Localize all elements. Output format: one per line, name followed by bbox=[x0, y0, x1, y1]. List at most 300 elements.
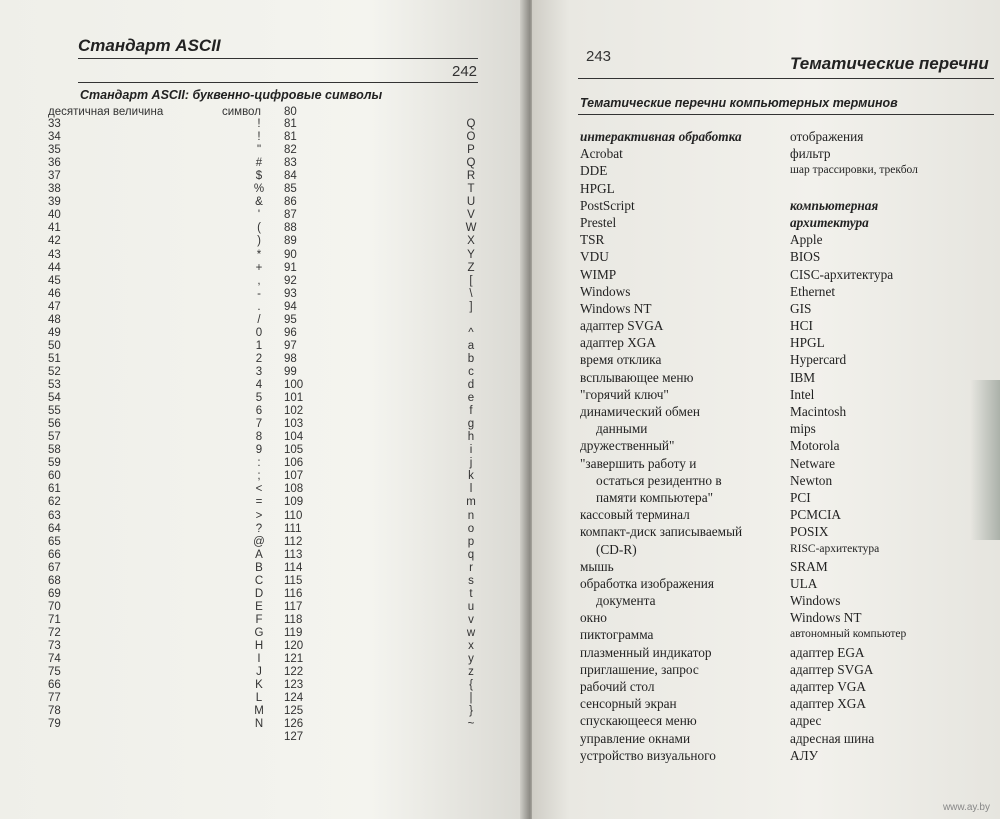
symbol-value: 9 bbox=[255, 444, 263, 457]
decimal-value: 90 bbox=[284, 248, 297, 261]
symbol-value: l bbox=[469, 483, 473, 496]
decimal-value: 75 bbox=[48, 666, 61, 679]
decimal-value: 127 bbox=[284, 731, 304, 744]
symbol-value: i bbox=[469, 444, 473, 457]
term-item: пиктограмма bbox=[580, 627, 654, 643]
symbol-value: K bbox=[255, 679, 263, 692]
term-item: компакт-диск записываемый bbox=[580, 524, 743, 540]
symbol-value: u bbox=[467, 600, 475, 613]
subtitle-rule bbox=[78, 82, 478, 83]
symbol-value: ' bbox=[257, 209, 261, 222]
term-item: время отклика bbox=[580, 352, 662, 368]
term-item: плазменный индикатор bbox=[580, 644, 712, 660]
decimal-value: 37 bbox=[48, 170, 61, 183]
category-heading: компьютерная bbox=[790, 197, 879, 213]
symbol-value: % bbox=[253, 183, 265, 196]
term-item: GIS bbox=[790, 300, 812, 316]
term-item: PostScript bbox=[580, 197, 635, 213]
header-rule bbox=[78, 58, 478, 59]
symbol-value: Z bbox=[467, 261, 475, 274]
decimal-value: 120 bbox=[284, 640, 304, 652]
ascii-row bbox=[0, 144, 520, 157]
ascii-row bbox=[0, 170, 520, 183]
symbol-value: 0 bbox=[255, 326, 263, 339]
term-item: WIMP bbox=[580, 266, 617, 282]
term-item: Ethernet bbox=[790, 283, 836, 299]
decimal-value: 106 bbox=[284, 457, 304, 470]
ascii-row bbox=[0, 653, 520, 666]
decimal-value: 107 bbox=[284, 470, 304, 483]
decimal-value: 72 bbox=[48, 626, 61, 639]
term-item: динамический обмен bbox=[580, 404, 700, 419]
category-heading: архитектура bbox=[790, 214, 869, 230]
symbol-value: M bbox=[254, 705, 264, 718]
symbol-value: : bbox=[257, 457, 261, 470]
decimal-value: 82 bbox=[284, 144, 297, 157]
decimal-value: 95 bbox=[284, 313, 297, 326]
term-item: всплывающее меню bbox=[580, 369, 694, 385]
symbol-value: r bbox=[469, 561, 473, 574]
decimal-value: 86 bbox=[284, 196, 297, 209]
symbol-value: o bbox=[467, 522, 475, 535]
ascii-row bbox=[0, 340, 520, 353]
ascii-row bbox=[0, 431, 520, 444]
term-item: PCMCIA bbox=[790, 507, 841, 523]
decimal-value: 67 bbox=[48, 561, 61, 574]
term-item: адаптер XGA bbox=[580, 335, 657, 351]
term-item: Acrobat bbox=[580, 146, 623, 162]
symbol-value: N bbox=[254, 718, 264, 731]
ascii-row bbox=[0, 666, 520, 679]
term-item: спускающееся меню bbox=[580, 713, 697, 729]
ascii-row bbox=[0, 249, 520, 262]
term-item: Windows NT bbox=[580, 300, 652, 316]
symbol-value: x bbox=[468, 640, 474, 652]
decimal-value: 85 bbox=[284, 183, 297, 196]
symbol-value: 1 bbox=[255, 339, 263, 352]
symbol-value: \ bbox=[469, 287, 473, 300]
decimal-value: 57 bbox=[48, 431, 61, 444]
term-item: Intel bbox=[790, 386, 815, 402]
decimal-value: 77 bbox=[48, 692, 61, 705]
ascii-row bbox=[0, 392, 520, 405]
decimal-value: 44 bbox=[48, 261, 61, 274]
ascii-row bbox=[0, 288, 520, 301]
symbol-value: ! bbox=[257, 131, 261, 144]
ascii-row bbox=[0, 209, 520, 222]
decimal-value: 59 bbox=[48, 457, 61, 470]
decimal-value: 66 bbox=[48, 548, 61, 561]
decimal-value: 38 bbox=[48, 183, 61, 196]
decimal-value: 81 bbox=[284, 118, 297, 130]
symbol-value: s bbox=[468, 574, 474, 587]
decimal-value: 40 bbox=[48, 209, 61, 222]
symbol-value: ? bbox=[255, 522, 263, 535]
ascii-row bbox=[0, 575, 520, 588]
ascii-row bbox=[0, 562, 520, 575]
decimal-value: 63 bbox=[48, 509, 61, 522]
ascii-row bbox=[0, 157, 520, 170]
decimal-value: 52 bbox=[48, 365, 61, 378]
decimal-value: 62 bbox=[48, 496, 61, 509]
decimal-value: 111 bbox=[284, 522, 302, 535]
ascii-row bbox=[0, 222, 520, 235]
first-decimal-right: 80 bbox=[284, 106, 297, 118]
term-item: мышь bbox=[580, 558, 614, 574]
decimal-value: 87 bbox=[284, 209, 297, 222]
term-item: данными bbox=[596, 421, 648, 437]
symbol-value: a bbox=[467, 339, 475, 352]
decimal-value: 49 bbox=[48, 326, 61, 339]
decimal-value: 43 bbox=[48, 248, 61, 261]
term-item: сенсорный экран bbox=[580, 696, 677, 712]
decimal-value: 103 bbox=[284, 418, 304, 431]
term-item: SRAM bbox=[790, 558, 828, 574]
decimal-value: 34 bbox=[48, 131, 61, 144]
ascii-row bbox=[0, 457, 520, 470]
ascii-row bbox=[0, 483, 520, 496]
terms-column-left bbox=[580, 128, 790, 764]
term-item bbox=[790, 180, 990, 197]
term-item: VDU bbox=[580, 249, 609, 265]
term-item: адресная шина bbox=[790, 730, 875, 746]
decimal-value: 81 bbox=[284, 131, 297, 144]
symbol-value: Y bbox=[467, 248, 475, 261]
symbol-value: + bbox=[255, 261, 263, 274]
decimal-value: 53 bbox=[48, 379, 61, 391]
decimal-value: 91 bbox=[284, 261, 297, 274]
ascii-row bbox=[0, 718, 520, 731]
decimal-value: 101 bbox=[284, 392, 304, 405]
term-item: BIOS bbox=[790, 249, 821, 265]
ascii-row bbox=[0, 418, 520, 431]
symbol-value: w bbox=[466, 626, 476, 639]
decimal-value: 79 bbox=[48, 718, 61, 731]
decimal-value: 114 bbox=[284, 561, 303, 574]
left-page-header-title: Стандарт ASCII bbox=[78, 36, 221, 55]
symbol-value: p bbox=[467, 535, 475, 548]
symbol-value: < bbox=[255, 483, 263, 496]
decimal-value: 112 bbox=[284, 535, 303, 548]
symbol-value: } bbox=[469, 705, 473, 718]
column-header-decimal: десятичная величина bbox=[48, 106, 164, 118]
term-item: адаптер SVGA bbox=[580, 318, 664, 334]
symbol-value: A bbox=[255, 548, 263, 561]
term-item: приглашение, запрос bbox=[580, 661, 699, 677]
term-item: IBM bbox=[790, 369, 816, 385]
symbol-value: = bbox=[255, 496, 263, 509]
term-item: (CD-R) bbox=[596, 541, 637, 557]
decimal-value: 94 bbox=[284, 300, 297, 313]
symbol-value: c bbox=[468, 365, 474, 378]
ascii-row bbox=[0, 510, 520, 523]
symbol-value: 4 bbox=[255, 379, 263, 391]
symbol-value: O bbox=[466, 131, 476, 144]
term-item: отображения bbox=[790, 129, 864, 144]
term-item: устройство визуального bbox=[580, 747, 716, 763]
decimal-value: 88 bbox=[284, 222, 297, 235]
symbol-value: Q bbox=[466, 118, 476, 130]
symbol-value: W bbox=[465, 222, 477, 235]
decimal-value: 117 bbox=[284, 600, 303, 613]
symbol-value: z bbox=[468, 666, 474, 679]
ascii-row bbox=[0, 327, 520, 340]
symbol-value: , bbox=[257, 274, 261, 287]
symbol-value: 5 bbox=[255, 392, 263, 405]
decimal-value: 123 bbox=[284, 679, 304, 692]
symbol-value: f bbox=[469, 405, 473, 418]
ascii-row bbox=[0, 183, 520, 196]
ascii-row bbox=[0, 679, 520, 692]
symbol-value: q bbox=[467, 548, 475, 561]
symbol-value: | bbox=[469, 692, 473, 705]
term-item: документа bbox=[596, 593, 656, 609]
decimal-value: 71 bbox=[48, 613, 61, 626]
symbol-value: # bbox=[255, 157, 263, 170]
term-item: окно bbox=[580, 610, 607, 626]
symbol-value: F bbox=[255, 613, 263, 626]
term-item: адаптер SVGA bbox=[790, 661, 874, 677]
term-item: автономный компьютер bbox=[790, 628, 907, 641]
symbol-value: $ bbox=[255, 170, 263, 183]
symbol-value: ! bbox=[257, 118, 261, 130]
ascii-row bbox=[0, 496, 520, 509]
symbol-value: C bbox=[254, 574, 264, 587]
decimal-value: 122 bbox=[284, 666, 304, 679]
decimal-value: 116 bbox=[284, 587, 303, 600]
decimal-value: 109 bbox=[284, 496, 304, 509]
decimal-value: 108 bbox=[284, 483, 304, 496]
decimal-value: 89 bbox=[284, 235, 297, 248]
ascii-row bbox=[0, 549, 520, 562]
symbol-value: m bbox=[466, 496, 476, 509]
ascii-row bbox=[0, 588, 520, 601]
decimal-value: 45 bbox=[48, 274, 61, 287]
symbol-value: n bbox=[467, 509, 475, 522]
symbol-value: & bbox=[255, 196, 263, 209]
decimal-value: 96 bbox=[284, 326, 297, 339]
symbol-value: v bbox=[468, 613, 474, 626]
term-item: "завершить работу и bbox=[580, 455, 697, 471]
term-item: ULA bbox=[790, 575, 818, 591]
decimal-value: 97 bbox=[284, 339, 297, 352]
symbol-value: ( bbox=[257, 222, 261, 235]
ascii-row bbox=[0, 444, 520, 457]
ascii-row bbox=[0, 196, 520, 209]
decimal-value: 35 bbox=[48, 144, 61, 157]
symbol-value: ) bbox=[257, 235, 261, 248]
decimal-value: 68 bbox=[48, 574, 61, 587]
category-heading: интерактивная обработка bbox=[580, 129, 742, 144]
symbol-value: y bbox=[468, 653, 474, 666]
symbol-value: T bbox=[467, 183, 475, 196]
ascii-row bbox=[0, 275, 520, 288]
term-item: "горячий ключ" bbox=[580, 386, 669, 402]
decimal-value: 41 bbox=[48, 222, 61, 235]
decimal-value: 98 bbox=[284, 352, 297, 365]
symbol-value: ^ bbox=[468, 326, 474, 339]
term-item: Macintosh bbox=[790, 404, 847, 419]
decimal-value: 105 bbox=[284, 444, 304, 457]
decimal-value: 64 bbox=[48, 522, 61, 535]
decimal-value: 84 bbox=[284, 170, 297, 183]
decimal-value: 115 bbox=[284, 574, 303, 587]
symbol-value: 3 bbox=[255, 365, 263, 378]
ascii-row bbox=[0, 601, 520, 614]
symbol-value: 2 bbox=[255, 352, 263, 365]
ascii-row bbox=[0, 314, 520, 327]
ascii-row bbox=[0, 536, 520, 549]
ascii-row bbox=[0, 731, 520, 744]
column-header-symbol: символ bbox=[222, 106, 261, 118]
symbol-value: g bbox=[467, 418, 475, 431]
symbol-value: @ bbox=[253, 535, 265, 548]
decimal-value: 47 bbox=[48, 300, 61, 313]
decimal-value: 54 bbox=[48, 392, 61, 405]
symbol-value: Q bbox=[466, 157, 476, 170]
left-page-number: 242 bbox=[452, 63, 478, 80]
decimal-value: 124 bbox=[284, 692, 304, 705]
decimal-value: 102 bbox=[284, 405, 304, 418]
left-page-subtitle: Стандарт ASCII: буквенно-цифровые символы bbox=[80, 88, 383, 102]
symbol-value: 7 bbox=[255, 418, 263, 431]
watermark: www.ay.by bbox=[942, 802, 990, 813]
symbol-value: ~ bbox=[467, 718, 475, 731]
ascii-row bbox=[0, 614, 520, 627]
symbol-value: e bbox=[467, 392, 475, 405]
term-item: PCI bbox=[790, 489, 811, 505]
term-item: дружественный" bbox=[580, 438, 675, 454]
term-item: Windows NT bbox=[790, 610, 862, 626]
term-item: DDE bbox=[580, 163, 608, 179]
ascii-row bbox=[0, 366, 520, 379]
term-item: Prestel bbox=[580, 214, 617, 230]
decimal-value: 60 bbox=[48, 470, 61, 483]
symbol-value: d bbox=[467, 379, 475, 391]
ascii-row bbox=[0, 353, 520, 366]
ascii-row bbox=[0, 405, 520, 418]
term-item: памяти компьютера" bbox=[596, 489, 714, 505]
term-item: mips bbox=[790, 421, 816, 437]
symbol-value: 8 bbox=[255, 431, 263, 444]
term-item: Motorola bbox=[790, 438, 840, 454]
decimal-value: 36 bbox=[48, 157, 61, 170]
symbol-value: > bbox=[255, 509, 263, 522]
ascii-row bbox=[0, 131, 520, 144]
term-item: адаптер EGA bbox=[790, 644, 865, 660]
term-item: HPGL bbox=[580, 180, 615, 196]
ascii-row bbox=[0, 692, 520, 705]
term-item: RISC-архитектура bbox=[790, 542, 880, 555]
term-item: адаптер XGA bbox=[790, 696, 867, 712]
symbol-value: R bbox=[466, 170, 476, 183]
decimal-value: 83 bbox=[284, 157, 297, 170]
ascii-row bbox=[0, 262, 520, 275]
term-item: HPGL bbox=[790, 335, 825, 351]
ascii-row bbox=[0, 523, 520, 536]
decimal-value: 66 bbox=[48, 679, 61, 692]
terms-column-right bbox=[790, 128, 990, 764]
term-item: Windows bbox=[580, 283, 631, 299]
term-item: обработка изображения bbox=[580, 575, 715, 591]
decimal-value: 58 bbox=[48, 444, 61, 457]
right-page-header-title: Тематические перечни bbox=[790, 54, 989, 73]
symbol-value: U bbox=[466, 196, 476, 209]
symbol-value: " bbox=[256, 144, 262, 157]
decimal-value: 46 bbox=[48, 287, 61, 300]
term-item: адрес bbox=[790, 713, 822, 729]
ascii-row bbox=[0, 118, 520, 131]
decimal-value: 70 bbox=[48, 600, 61, 613]
decimal-value: 93 bbox=[284, 287, 297, 300]
symbol-value: [ bbox=[469, 274, 473, 287]
term-item: HCI bbox=[790, 318, 813, 334]
decimal-value: 119 bbox=[284, 626, 303, 639]
ascii-row bbox=[0, 705, 520, 718]
decimal-value: 125 bbox=[284, 705, 304, 718]
decimal-value: 56 bbox=[48, 418, 61, 431]
symbol-value: k bbox=[468, 470, 474, 483]
decimal-value: 92 bbox=[284, 274, 297, 287]
decimal-value: 78 bbox=[48, 705, 61, 718]
ascii-row bbox=[0, 640, 520, 653]
term-item: Newton bbox=[790, 472, 833, 488]
symbol-value: ] bbox=[469, 300, 473, 313]
term-item: управление окнами bbox=[580, 730, 691, 746]
decimal-value: 69 bbox=[48, 587, 61, 600]
term-item: шар трассировки, трекбол bbox=[790, 164, 918, 177]
term-item: Windows bbox=[790, 593, 841, 609]
symbol-value: X bbox=[467, 235, 475, 248]
symbol-value: P bbox=[467, 144, 475, 157]
symbol-value: * bbox=[256, 248, 262, 261]
symbol-value: 6 bbox=[255, 405, 263, 418]
ascii-row bbox=[0, 470, 520, 483]
decimal-value: 50 bbox=[48, 339, 61, 352]
term-item: рабочий стол bbox=[580, 679, 655, 694]
ascii-row bbox=[0, 235, 520, 248]
symbol-value: G bbox=[254, 626, 264, 639]
symbol-value: L bbox=[255, 692, 263, 705]
symbol-value: h bbox=[467, 431, 475, 444]
decimal-value: 113 bbox=[284, 548, 303, 561]
term-item: остаться резидентно в bbox=[596, 472, 722, 488]
decimal-value: 73 bbox=[48, 640, 61, 652]
decimal-value: 100 bbox=[284, 379, 304, 391]
ascii-row bbox=[0, 301, 520, 314]
symbol-value: D bbox=[254, 587, 264, 600]
decimal-value: 121 bbox=[284, 653, 304, 666]
decimal-value: 65 bbox=[48, 535, 61, 548]
right-page-number: 243 bbox=[586, 48, 612, 65]
term-item: Netware bbox=[790, 455, 836, 471]
term-item: АЛУ bbox=[790, 747, 819, 763]
symbol-value: H bbox=[254, 640, 264, 652]
symbol-value: j bbox=[469, 457, 473, 470]
decimal-value: 110 bbox=[284, 509, 303, 522]
decimal-value: 42 bbox=[48, 235, 61, 248]
decimal-value: 126 bbox=[284, 718, 304, 731]
decimal-value: 51 bbox=[48, 352, 61, 365]
ascii-row bbox=[0, 627, 520, 640]
symbol-value: . bbox=[257, 300, 261, 313]
symbol-value: ; bbox=[257, 470, 261, 483]
decimal-value: 33 bbox=[48, 118, 61, 130]
decimal-value: 99 bbox=[284, 365, 297, 378]
term-item: TSR bbox=[580, 232, 605, 248]
decimal-value: 39 bbox=[48, 196, 61, 209]
right-subtitle-rule bbox=[578, 114, 994, 115]
